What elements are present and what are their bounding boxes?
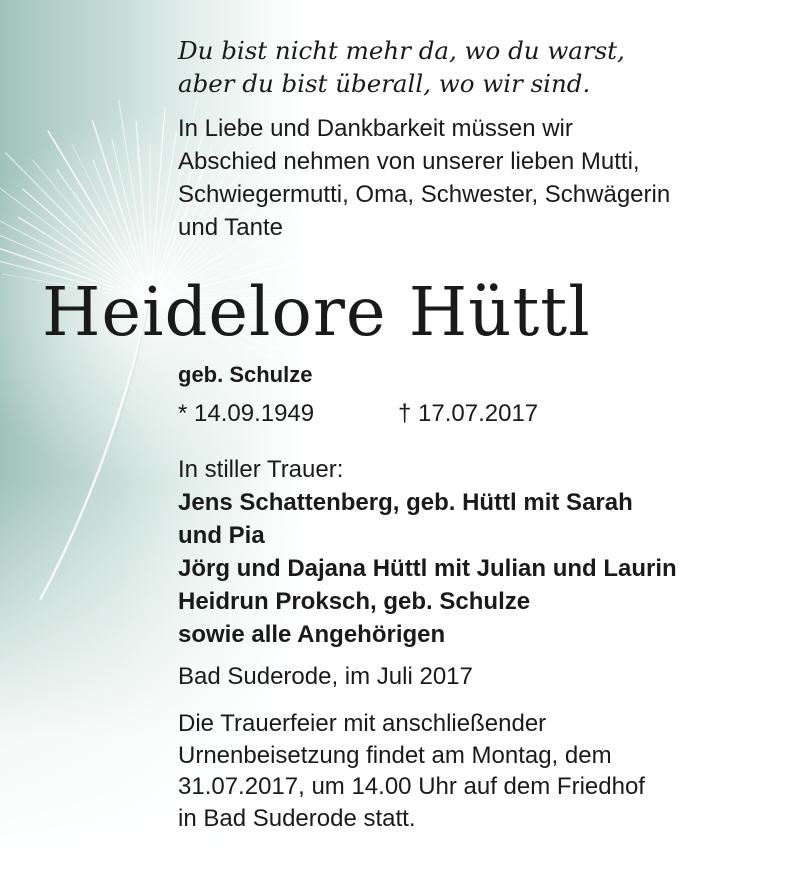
- deceased-name: Heidelore Hüttl: [42, 273, 591, 351]
- birth-date: * 14.09.1949: [178, 400, 315, 427]
- intro-line: und Tante: [178, 214, 283, 241]
- mourner-line: Heidrun Proksch, geb. Schulze: [178, 588, 531, 615]
- intro-line: Abschied nehmen von unserer lieben Mutti,: [178, 148, 640, 175]
- quote-line: Du bist nicht mehr da, wo du warst,: [178, 36, 625, 65]
- intro-line: In Liebe und Dankbarkeit müssen wir: [178, 115, 573, 142]
- death-date: † 17.07.2017: [398, 400, 539, 427]
- quote-verse: [178, 34, 625, 100]
- mourners-list: [178, 486, 677, 651]
- maiden-name: geb. Schulze: [178, 362, 313, 387]
- mourner-line: und Pia: [178, 522, 265, 549]
- funeral-line: 31.07.2017, um 14.00 Uhr auf dem Friedhof: [178, 773, 645, 800]
- place-date: Bad Suderode, im Juli 2017: [178, 663, 473, 690]
- mourner-line: Jörg und Dajana Hüttl mit Julian und Laurin: [178, 555, 677, 582]
- intro-line: Schwiegermutti, Oma, Schwester, Schwägerin: [178, 181, 671, 208]
- funeral-line: Urnenbeisetzung findet am Montag, dem: [178, 741, 612, 769]
- funeral-info: [178, 708, 645, 834]
- funeral-line: Die Trauerfeier mit anschließender: [178, 710, 547, 737]
- mourner-line: sowie alle Angehörigen: [178, 621, 446, 648]
- mourner-line: Jens Schattenberg, geb. Hüttl mit Sarah: [178, 489, 633, 516]
- quote-line: aber du bist überall, wo wir sind.: [178, 69, 591, 98]
- funeral-line: in Bad Suderode statt.: [178, 804, 416, 832]
- mourners-label: In stiller Trauer:: [178, 456, 344, 483]
- intro-text: [178, 112, 670, 244]
